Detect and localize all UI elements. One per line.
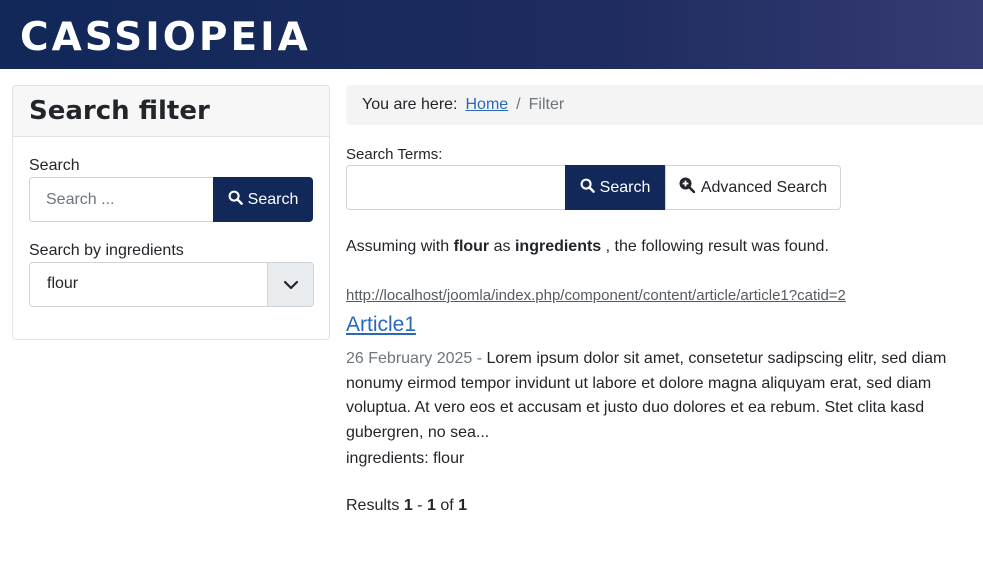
breadcrumb xyxy=(346,85,983,125)
result-meta xyxy=(346,450,464,468)
breadcrumb-current: Filter xyxy=(528,96,565,113)
search-assumption-text xyxy=(346,238,829,256)
results-to: 1 xyxy=(426,497,436,514)
result-description xyxy=(346,347,951,445)
assumption-pre: Assuming with xyxy=(346,238,450,255)
sidebar-search-input[interactable] xyxy=(29,177,214,222)
assumption-mid: as xyxy=(493,238,511,255)
site-header xyxy=(0,0,983,69)
result-date: 26 February 2025 xyxy=(346,350,473,367)
advanced-search-label: Advanced Search xyxy=(700,178,828,196)
results-from: 1 xyxy=(403,497,413,514)
ingredients-label: Search by ingredients xyxy=(29,242,184,259)
result-meta-value: flour xyxy=(433,450,465,467)
result-meta-label: ingredients : xyxy=(346,450,433,467)
search-terms-input[interactable] xyxy=(346,165,566,210)
search-button-label: Search xyxy=(599,178,651,196)
chevron-down-icon xyxy=(267,263,313,306)
result-date-separator: - xyxy=(472,350,487,367)
search-icon xyxy=(580,178,595,198)
assumption-term: flour xyxy=(453,238,490,255)
assumption-field: ingredients xyxy=(514,238,602,255)
sidebar-search-label: Search xyxy=(29,157,80,174)
assumption-post: , the following result was found. xyxy=(605,238,829,255)
sidebar-search-button-label: Search xyxy=(247,190,299,208)
results-of: of xyxy=(440,497,454,514)
search-terms-label: Search Terms: xyxy=(346,146,443,163)
breadcrumb-prefix: You are here: xyxy=(362,96,458,113)
result-title-link[interactable]: Article1 xyxy=(346,313,417,336)
search-icon xyxy=(228,190,243,210)
results-prefix: Results xyxy=(346,497,400,514)
sidebar-search-button[interactable] xyxy=(213,177,313,222)
advanced-search-button[interactable] xyxy=(665,165,841,210)
breadcrumb-home-link[interactable]: Home xyxy=(465,96,509,113)
search-button[interactable] xyxy=(565,165,665,210)
results-dash: - xyxy=(417,497,423,514)
breadcrumb-separator: / xyxy=(516,96,521,113)
site-brand-logo[interactable]: CASSIOPEIA xyxy=(20,15,311,60)
result-url-link[interactable]: http://localhost/joomla/index.php/component/content/article/article1?catid=2 xyxy=(346,287,846,304)
ingredients-select[interactable] xyxy=(29,262,314,307)
ingredients-select-value: flour xyxy=(47,275,79,292)
results-total: 1 xyxy=(458,497,468,514)
search-plus-icon xyxy=(679,177,695,198)
results-counter xyxy=(346,497,467,515)
search-filter-card xyxy=(12,85,330,340)
result-snippet: Lorem ipsum dolor sit amet, consetetur sadipscing elitr, sed diam nonumy eirmod tempor invidunt ut labore et dolore magna aliquyam erat, sed diam voluptua. At vero eos et accusam et justo duo dolores et ea rebum. Stet clita kasd gubergren, no sea... xyxy=(346,350,947,441)
search-filter-title: Search filter xyxy=(29,96,210,126)
